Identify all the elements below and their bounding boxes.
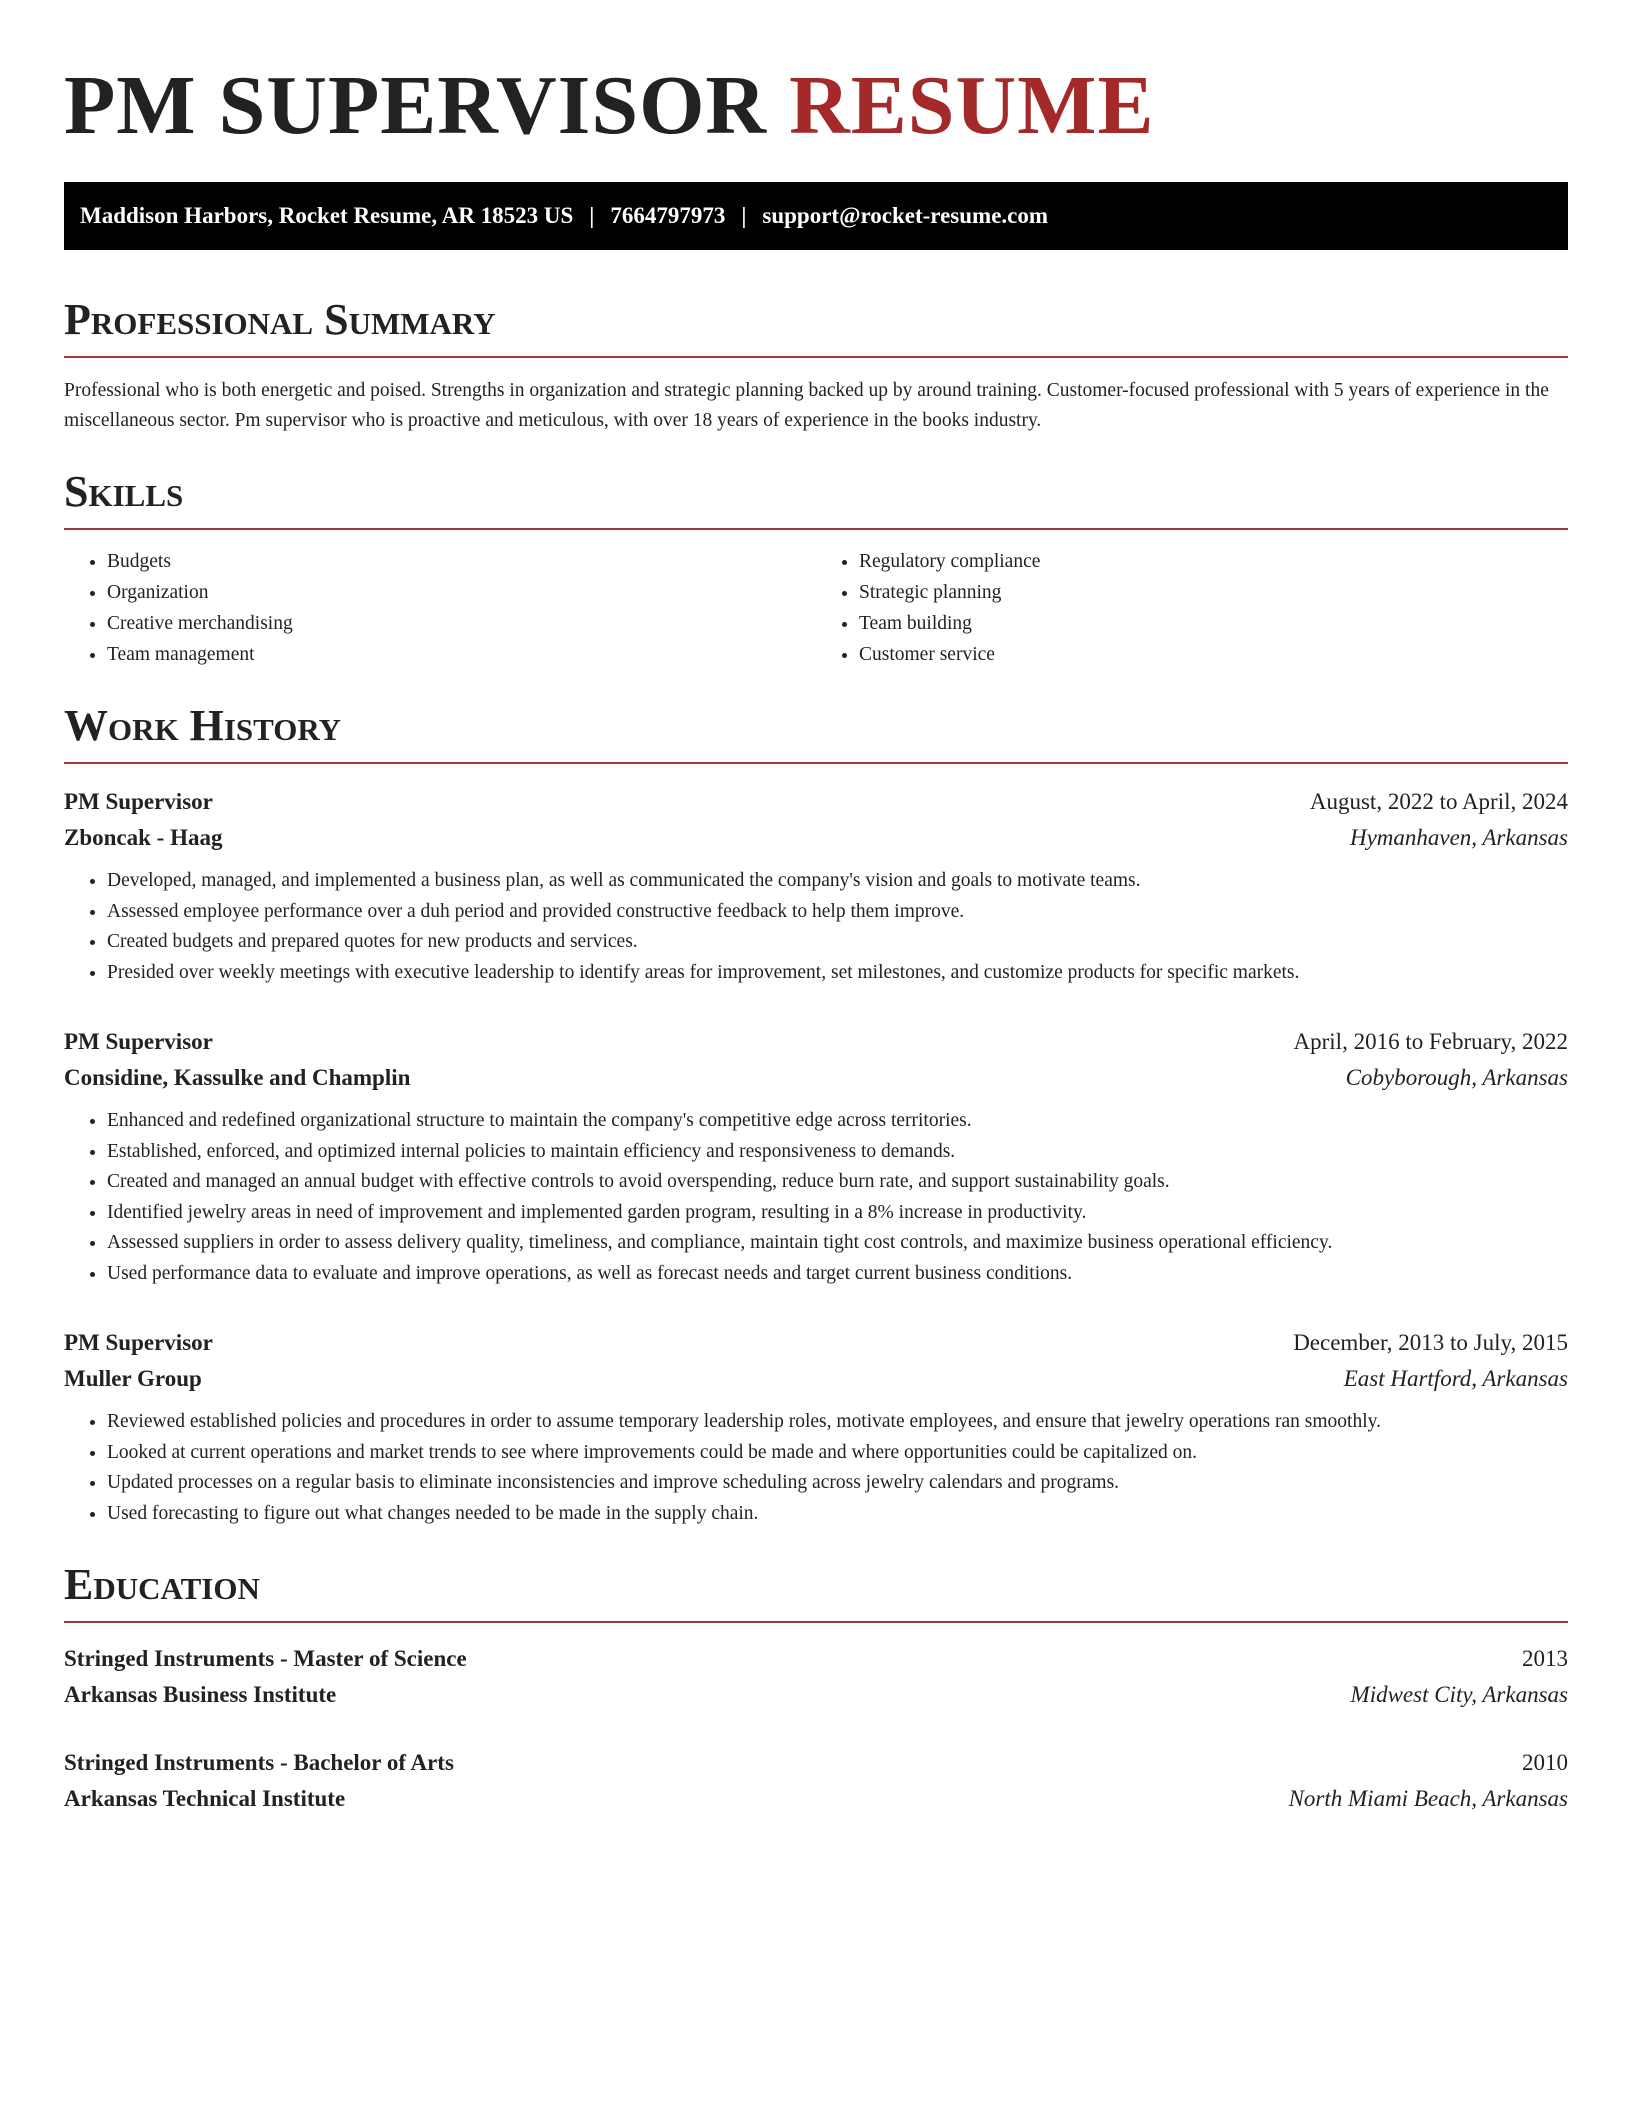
skill-item: • Organization bbox=[107, 577, 816, 608]
summary-text: Professional who is both energetic and poised. Strengths in organization and strategic planning backed up by around training. Customer-focused professional with 5 years of experience in the miscellaneous sector. Pm supervisor who is proactive and meticulous, with over 18 years of experience in the books industry. bbox=[64, 380, 1549, 431]
summary-section bbox=[64, 295, 1568, 436]
education-entry bbox=[64, 1745, 1568, 1817]
job-title: PM Supervisor bbox=[64, 1330, 213, 1355]
contact-separator: | bbox=[589, 203, 595, 228]
skills-section bbox=[64, 467, 1568, 670]
job-bullet: • Identified jewelry areas in need of improvement and implemented garden program, resulting in a 8% increase in productivity. bbox=[107, 1198, 1568, 1229]
skills-grid bbox=[64, 546, 1568, 670]
job-title: PM Supervisor bbox=[64, 1029, 213, 1054]
job-dates: August, 2022 to April, 2024 bbox=[1309, 789, 1568, 814]
job-location: Hymanhaven, Arkansas bbox=[1349, 825, 1568, 850]
job-bullet: • Created and managed an annual budget with effective controls to avoid overspending, reduce burn rate, and support sustainability goals. bbox=[107, 1167, 1568, 1198]
job-header-row bbox=[64, 1325, 1568, 1361]
job-header-row bbox=[64, 784, 1568, 820]
contact-email: support@rocket-resume.com bbox=[762, 203, 1049, 228]
education-year: 2013 bbox=[1522, 1646, 1568, 1671]
skills-column-right bbox=[816, 546, 1568, 670]
job-location: East Hartford, Arkansas bbox=[1343, 1366, 1568, 1391]
education-school: Arkansas Business Institute bbox=[64, 1682, 337, 1707]
job-bullet: • Looked at current operations and market trends to see where improvements could be made and where opportunities could be capitalized on. bbox=[107, 1438, 1568, 1469]
contact-bar bbox=[64, 182, 1568, 250]
job-bullets bbox=[64, 1106, 1568, 1289]
skill-item: • Regulatory compliance bbox=[859, 546, 1568, 577]
resume-title bbox=[64, 59, 1568, 152]
education-degree: Stringed Instruments - Bachelor of Arts bbox=[64, 1750, 454, 1775]
job-bullet: • Enhanced and redefined organizational structure to maintain the company's competitive edge across territories. bbox=[107, 1106, 1568, 1137]
job-company: Zboncak - Haag bbox=[64, 825, 223, 850]
job-bullet: • Created budgets and prepared quotes for new products and services. bbox=[107, 927, 1568, 958]
education-year: 2010 bbox=[1522, 1750, 1568, 1775]
job-bullet: • Developed, managed, and implemented a business plan, as well as communicated the company's vision and goals to motivate teams. bbox=[107, 866, 1568, 897]
education-entry bbox=[64, 1641, 1568, 1713]
skill-item: • Strategic planning bbox=[859, 577, 1568, 608]
job-entry bbox=[64, 1024, 1568, 1289]
summary-heading: Professional Summary bbox=[64, 298, 1568, 358]
job-company: Considine, Kassulke and Champlin bbox=[64, 1065, 411, 1090]
resume-title-resume: RESUME bbox=[789, 59, 1155, 152]
job-bullet: • Updated processes on a regular basis to eliminate inconsistencies and improve scheduling across jewelry calendars and programs. bbox=[107, 1468, 1568, 1499]
job-bullets bbox=[64, 1407, 1568, 1529]
education-heading: Education bbox=[64, 1563, 1568, 1623]
education-location: Midwest City, Arkansas bbox=[1350, 1682, 1568, 1707]
job-entry bbox=[64, 784, 1568, 988]
contact-address: Maddison Harbors, Rocket Resume, AR 18523 US bbox=[80, 203, 574, 228]
job-bullet: • Established, enforced, and optimized internal policies to maintain efficiency and responsiveness to demands. bbox=[107, 1137, 1568, 1168]
education-school-row bbox=[64, 1781, 1568, 1817]
education-school-row bbox=[64, 1677, 1568, 1713]
education-section bbox=[64, 1560, 1568, 1817]
job-company-row bbox=[64, 1361, 1568, 1397]
job-company: Muller Group bbox=[64, 1366, 202, 1391]
job-bullet: • Used performance data to evaluate and improve operations, as well as forecast needs and target current business conditions. bbox=[107, 1259, 1568, 1290]
job-bullet: • Presided over weekly meetings with executive leadership to identify areas for improvement, set milestones, and customize products for specific markets. bbox=[107, 958, 1568, 989]
skill-item: • Creative merchandising bbox=[107, 608, 816, 639]
education-degree-row bbox=[64, 1745, 1568, 1781]
education-school: Arkansas Technical Institute bbox=[64, 1786, 346, 1811]
job-bullet: • Used forecasting to figure out what changes needed to be made in the supply chain. bbox=[107, 1499, 1568, 1530]
job-company-row bbox=[64, 1060, 1568, 1096]
work-history-heading: Work History bbox=[64, 704, 1568, 764]
skills-column-left bbox=[64, 546, 816, 670]
resume-title-role: PM SUPERVISOR bbox=[64, 59, 768, 152]
skills-heading: Skills bbox=[64, 470, 1568, 530]
job-bullets bbox=[64, 866, 1568, 988]
job-location: Cobyborough, Arkansas bbox=[1345, 1065, 1568, 1090]
education-degree: Stringed Instruments - Master of Science bbox=[64, 1646, 467, 1671]
contact-phone: 7664797973 bbox=[610, 203, 726, 228]
job-bullet: • Reviewed established policies and procedures in order to assume temporary leadership roles, motivate employees, and ensure that jewelry operations ran smoothly. bbox=[107, 1407, 1568, 1438]
education-degree-row bbox=[64, 1641, 1568, 1677]
skill-item: • Customer service bbox=[859, 639, 1568, 670]
education-location: North Miami Beach, Arkansas bbox=[1288, 1786, 1568, 1811]
job-dates: December, 2013 to July, 2015 bbox=[1293, 1330, 1568, 1355]
contact-separator: | bbox=[741, 203, 747, 228]
job-bullet: • Assessed employee performance over a duh period and provided constructive feedback to help them improve. bbox=[107, 897, 1568, 928]
work-history-section bbox=[64, 701, 1568, 1529]
job-company-row bbox=[64, 820, 1568, 856]
job-header-row bbox=[64, 1024, 1568, 1060]
job-dates: April, 2016 to February, 2022 bbox=[1293, 1029, 1568, 1054]
skill-item: • Budgets bbox=[107, 546, 816, 577]
job-entry bbox=[64, 1325, 1568, 1529]
skill-item: • Team building bbox=[859, 608, 1568, 639]
job-bullet: • Assessed suppliers in order to assess delivery quality, timeliness, and compliance, maintain tight cost controls, and maximize business operational efficiency. bbox=[107, 1228, 1568, 1259]
skill-item: • Team management bbox=[107, 639, 816, 670]
job-title: PM Supervisor bbox=[64, 789, 213, 814]
